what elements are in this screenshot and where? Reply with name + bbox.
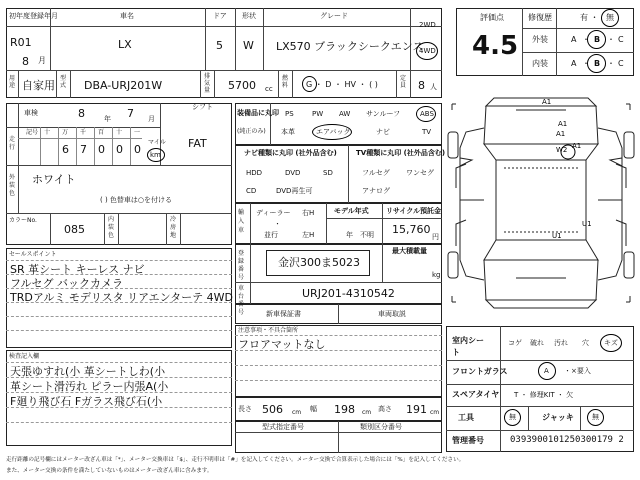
equip-pw: PW: [312, 110, 324, 118]
width: 198: [334, 403, 355, 416]
equipment-label: 装備品に丸印: [237, 109, 279, 117]
equip-sunroof: サンルーフ: [366, 110, 401, 118]
length-label: 長さ: [238, 405, 252, 413]
evaluation-score: 4.5: [472, 31, 519, 61]
interior-grade-c: C: [618, 59, 624, 68]
new-warranty: 新車保証書: [266, 310, 301, 318]
mileage-label: 走行: [9, 136, 16, 151]
tools-selected: 無: [509, 413, 516, 421]
class-label: 類別区分番号: [360, 423, 402, 431]
import-dot: ・: [274, 220, 281, 228]
cc-unit: cc: [265, 85, 273, 93]
diagram-label-3: A1: [556, 130, 566, 138]
max-load-label: 最大積載量: [392, 247, 427, 255]
inspect-month: 7: [127, 107, 134, 120]
sales-line-3: TRDアルミ モデリスタ リアエンターテ 4WD: [10, 291, 234, 304]
nav-dvd: DVD: [285, 169, 301, 177]
capacity: 8: [418, 79, 425, 92]
score-label: 評価点: [480, 13, 504, 22]
shape-label: 形状: [242, 12, 256, 20]
airbag-circle: [312, 124, 352, 140]
width-cm: cm: [362, 409, 372, 416]
notes-line-1: 天張ゆすれ(小 革シートしわ(小: [10, 365, 166, 378]
diagram-label-4: A1: [572, 142, 582, 150]
color-change-note: ( ) 色替車は○を付ける: [100, 196, 173, 204]
reg-no-label: 登録番号: [238, 250, 245, 281]
exterior-dot-2: ・: [607, 35, 615, 44]
equip-airbag: エアバック: [316, 128, 351, 136]
type-no-label: 型式指定番号: [262, 423, 304, 431]
length: 506: [262, 403, 283, 416]
drive-2wd: 2WD: [419, 21, 436, 29]
mileage-digit-header: 十: [44, 129, 51, 136]
recycle-amount: 15,760: [392, 223, 431, 236]
chassis-label: 車台番号: [238, 285, 245, 316]
equip-abs: ABS: [420, 110, 434, 118]
interior-color-label: 内装色: [108, 216, 115, 239]
doors-label: ドア: [213, 12, 227, 20]
tv-header: TV種類に丸印 (社外品含む): [356, 149, 446, 157]
seat-item-2: 破れ: [530, 339, 544, 347]
front-glass-options: ・×要入: [564, 367, 591, 375]
usage-label: 用途: [9, 75, 16, 89]
grade-label: グレード: [320, 12, 348, 20]
front-glass-label: フロントガラス: [452, 367, 508, 376]
model: DBA-URJ201W: [84, 79, 163, 92]
manual: 車両取説: [378, 310, 406, 318]
diagram-label-7: U1: [552, 232, 562, 240]
spare-options: T ・ 修理KIT ・ 欠: [514, 391, 574, 399]
fuel-label: 燃料: [282, 75, 289, 89]
reg-month: 8: [22, 55, 29, 68]
tv-fullseg: フルセグ: [362, 169, 390, 177]
car-name-label: 車名: [120, 12, 134, 20]
mgmt-label: 管理番号: [452, 436, 484, 445]
color-no: 085: [64, 223, 85, 236]
jack-circle: [587, 409, 604, 426]
seat-circle: [600, 334, 622, 352]
shift: FAT: [188, 137, 207, 150]
usage: 自家用: [22, 79, 55, 92]
inspector-notes-label: 検査記入欄: [9, 353, 40, 360]
model-label: 型式: [60, 75, 67, 89]
front-glass-selected: A: [544, 367, 549, 375]
nav-hdd: HDD: [246, 169, 263, 177]
drive-4wd: 4WD: [419, 47, 436, 55]
model-year-value: 年 不明: [346, 231, 374, 239]
interior-dot-1: ・: [582, 59, 590, 68]
repair-circle: [601, 9, 619, 27]
spare-label: スペアタイヤ: [452, 390, 500, 399]
mileage-digit: 0: [134, 143, 141, 156]
diagram-label-2: A1: [558, 120, 568, 128]
mileage-digit: 0: [98, 143, 105, 156]
mgmt-number: 0393900101250300179 2: [510, 435, 624, 445]
exterior-color-label: 外装色: [9, 174, 16, 197]
mileage-digit: 6: [62, 143, 69, 156]
seat-item-4: 穴: [582, 339, 589, 347]
shape: W: [243, 39, 254, 52]
height-cm: cm: [430, 409, 440, 416]
length-cm: cm: [292, 409, 302, 416]
repair-selected: 無: [606, 13, 614, 22]
fuel-options: G ・ D ・ HV ・ ( ): [306, 80, 378, 89]
chassis-number: URJ201-4310542: [302, 287, 395, 300]
diagram-label-5: W2: [556, 146, 568, 154]
displacement: 5700: [228, 79, 256, 92]
mileage-digit-header: 百: [98, 129, 105, 136]
tv-analog: アナログ: [362, 187, 390, 195]
reg-year-label: 初年度登録年月: [9, 12, 58, 20]
car-name: LX: [118, 38, 132, 51]
year-unit: 年: [104, 115, 111, 123]
repair-options: 有 ・: [580, 13, 599, 22]
capacity-label: 定員: [400, 75, 407, 89]
mileage-digit-header: 記号: [26, 129, 39, 136]
equip-ps: PS: [285, 110, 294, 118]
nav-cd: CD: [246, 187, 257, 195]
yen-unit: 円: [432, 233, 439, 241]
interior-label: 内装: [532, 59, 548, 68]
color-no-label: カラーNo.: [9, 217, 37, 224]
exterior-label: 外装: [532, 35, 548, 44]
seat-selected: キズ: [604, 339, 618, 347]
month-unit: 月: [38, 56, 46, 65]
import-left: 左H: [302, 231, 315, 239]
inspect-year: 8: [78, 107, 85, 120]
notes-line-2: 革シート滑汚れ ピラー内張A(小: [10, 380, 169, 393]
tools-label: 工具: [458, 413, 474, 422]
nav-sd: SD: [323, 169, 333, 177]
equipment-sub-label: (純正のみ): [237, 128, 266, 135]
height-label: 高さ: [378, 405, 392, 413]
reg-year: R01: [10, 36, 32, 49]
tv-oneseg: ワンセグ: [406, 169, 434, 177]
seat-item-3: 汚れ: [554, 339, 568, 347]
doors: 5: [216, 39, 223, 52]
sales-line-2: フルセグ バックカメラ: [10, 277, 124, 290]
width-label: 幅: [310, 405, 317, 413]
jack-label: ジャッキ: [542, 413, 574, 422]
mileage-digit-header: 万: [62, 129, 69, 136]
coldzone-label: 冷房地: [170, 216, 177, 239]
model-year-label: モデル年式: [334, 207, 369, 215]
nav-dvd-play: DVD再生可: [276, 187, 313, 195]
person-unit: 人: [430, 83, 437, 91]
tools-circle: [504, 409, 521, 426]
exterior-grade-b: B: [594, 35, 601, 44]
footer-line-1: 走行距離の記号欄にはメーター改ざん車は「*」、メーター交換車は「$」、走行不明車は「#」を記入してください。メーター交換で合算表示した場合には「%」を記入してください。: [6, 457, 465, 463]
seat-label: 室内シート: [452, 336, 484, 357]
recycle-label: リサイクル預託金: [386, 207, 442, 215]
equip-aw: AW: [339, 110, 351, 118]
car-diagram: [446, 88, 636, 318]
diagram-label-1: A1: [542, 98, 552, 106]
mile-label: マイル: [148, 139, 166, 146]
height: 191: [406, 403, 427, 416]
exterior-color: ホワイト: [32, 173, 76, 186]
fuel-g-circle: [302, 76, 317, 92]
footer-line-2: また、メーター交換の条件を満たしていないものはメーター改ざん車に含みます。: [6, 468, 213, 474]
interior-circle: [587, 54, 606, 73]
abs-circle: [416, 106, 436, 122]
month-unit-2: 月: [148, 115, 155, 123]
mileage-digit: 0: [116, 143, 123, 156]
repair-label: 修復歴: [528, 13, 552, 22]
shift-label: シフト: [192, 103, 213, 111]
import-parallel: 並行: [264, 231, 278, 239]
mileage-digit-header: 一: [134, 129, 141, 136]
exterior-grade-c: C: [618, 35, 624, 44]
import-label: 輸入車: [238, 209, 245, 234]
plate-number: 金沢300ま5023: [278, 256, 360, 269]
mileage-digit: 7: [80, 143, 87, 156]
exterior-circle: [587, 30, 606, 49]
import-right: 右H: [302, 209, 315, 217]
mileage-digit-header: 十: [116, 129, 123, 136]
notes-text: フロアマットなし: [238, 338, 326, 351]
displacement-label: 排気量: [204, 73, 211, 94]
import-dealer: ディーラー: [256, 209, 291, 217]
grade: LX570 ブラックシークエンス: [276, 40, 424, 53]
drive-4wd-circle: [416, 42, 438, 60]
jack-selected: 無: [592, 413, 599, 421]
notes-line-3: F廻り飛び石 Fガラス飛び石(小: [10, 395, 163, 408]
exterior-grade-a: A: [571, 35, 577, 44]
front-glass-circle: [538, 362, 556, 380]
diagram-label-6: U1: [582, 220, 592, 228]
km-label: km: [150, 151, 161, 159]
mileage-digit-header: 千: [80, 129, 87, 136]
equip-leather: 本革: [281, 128, 295, 136]
equip-navi: ナビ: [376, 128, 390, 136]
equip-tv: TV: [422, 128, 432, 136]
interior-grade-b: B: [594, 59, 601, 68]
sales-line-1: SR 革シート キーレス ナビ: [10, 263, 145, 276]
sales-points-label: セールスポイント: [9, 251, 57, 258]
nav-header: ナビ種類に丸印 (社外品含む): [244, 149, 337, 157]
notes-label: 注意事項・不具合箇所: [238, 327, 299, 334]
interior-dot-2: ・: [607, 59, 615, 68]
interior-grade-a: A: [571, 59, 577, 68]
km-circle: [147, 148, 165, 162]
kg-unit: kg: [432, 271, 441, 279]
seat-item-1: コゲ: [508, 339, 522, 347]
inspect-label: 車検: [24, 109, 38, 117]
exterior-dot-1: ・: [582, 35, 590, 44]
